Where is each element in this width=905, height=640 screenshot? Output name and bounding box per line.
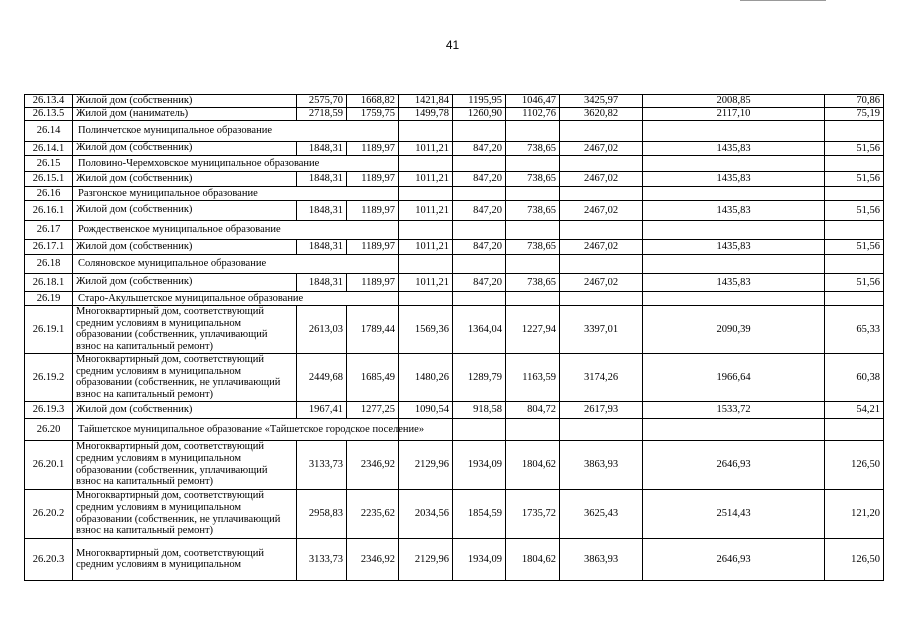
value-cell-5: 1227,94: [506, 305, 560, 353]
page-number: 41: [445, 38, 460, 52]
row-number: 26.18: [25, 254, 73, 273]
empty-cell: [399, 155, 453, 171]
housing-type: Жилой дом (наниматель): [73, 107, 297, 120]
value-cell-4: 847,20: [453, 239, 506, 254]
value-cell-6: 2467,02: [560, 141, 643, 155]
value-cell-4: 1934,09: [453, 538, 506, 580]
empty-cell: [399, 254, 453, 273]
municipality-row: [25, 155, 884, 171]
value-cell-6: 3620,82: [560, 107, 643, 120]
value-cell-7: 1533,72: [643, 401, 825, 418]
value-cell-7: 2090,39: [643, 305, 825, 353]
value-cell-1: 2575,70: [297, 95, 347, 108]
value-cell-5: 1102,76: [506, 107, 560, 120]
row-number: 26.13.5: [25, 107, 73, 120]
housing-type: Многоквартирный дом, соответствующий средним условиям в муниципальном образовании (собственник, уплачивающий взнос на капитальный ремонт): [73, 440, 297, 489]
empty-cell: [506, 120, 560, 141]
empty-cell: [643, 220, 825, 239]
row-number: 26.15: [25, 155, 73, 171]
tariff-table: [24, 94, 884, 581]
value-cell-6: 3863,93: [560, 538, 643, 580]
value-cell-2: 2346,92: [347, 538, 399, 580]
empty-cell: [347, 186, 399, 200]
municipality-row: [25, 120, 884, 141]
empty-cell: [453, 254, 506, 273]
empty-cell: [347, 120, 399, 141]
empty-cell: [399, 220, 453, 239]
empty-cell: [825, 155, 884, 171]
value-cell-4: 847,20: [453, 273, 506, 291]
municipality-name: Половино-Черемховское муниципальное образование: [73, 155, 347, 171]
empty-cell: [560, 186, 643, 200]
value-cell-4: 1934,09: [453, 440, 506, 489]
value-cell-3: 1480,26: [399, 353, 453, 401]
value-cell-4: 1854,59: [453, 489, 506, 538]
table-row: [25, 489, 884, 538]
value-cell-2: 1759,75: [347, 107, 399, 120]
value-cell-2: 1189,97: [347, 200, 399, 220]
value-cell-8: 51,56: [825, 171, 884, 186]
empty-cell: [506, 418, 560, 440]
value-cell-8: 75,19: [825, 107, 884, 120]
table-row: [25, 353, 884, 401]
table-row: [25, 107, 884, 120]
value-cell-5: 738,65: [506, 141, 560, 155]
municipality-row: [25, 291, 884, 305]
housing-type: Жилой дом (собственник): [73, 239, 297, 254]
empty-cell: [399, 120, 453, 141]
value-cell-5: 738,65: [506, 273, 560, 291]
empty-cell: [506, 291, 560, 305]
empty-cell: [506, 155, 560, 171]
housing-type: Жилой дом (собственник): [73, 95, 297, 108]
empty-cell: [560, 254, 643, 273]
empty-cell: [643, 186, 825, 200]
table-body: [25, 95, 884, 581]
row-number: 26.16.1: [25, 200, 73, 220]
value-cell-4: 918,58: [453, 401, 506, 418]
table-row: [25, 171, 884, 186]
value-cell-8: 126,50: [825, 440, 884, 489]
value-cell-6: 3397,01: [560, 305, 643, 353]
value-cell-5: 1046,47: [506, 95, 560, 108]
table-row: [25, 538, 884, 580]
value-cell-5: 738,65: [506, 171, 560, 186]
value-cell-2: 1789,44: [347, 305, 399, 353]
value-cell-8: 51,56: [825, 141, 884, 155]
value-cell-3: 1569,36: [399, 305, 453, 353]
empty-cell: [453, 120, 506, 141]
value-cell-3: 2129,96: [399, 538, 453, 580]
value-cell-1: 2449,68: [297, 353, 347, 401]
value-cell-6: 3625,43: [560, 489, 643, 538]
row-number: 26.20.1: [25, 440, 73, 489]
value-cell-3: 2129,96: [399, 440, 453, 489]
empty-cell: [560, 291, 643, 305]
table-row: [25, 273, 884, 291]
row-number: 26.14.1: [25, 141, 73, 155]
value-cell-3: 1011,21: [399, 171, 453, 186]
empty-cell: [453, 155, 506, 171]
value-cell-7: 2117,10: [643, 107, 825, 120]
municipality-name: Рождественское муниципальное образование: [73, 220, 347, 239]
value-cell-5: 1735,72: [506, 489, 560, 538]
value-cell-8: 126,50: [825, 538, 884, 580]
value-cell-3: 1011,21: [399, 239, 453, 254]
empty-cell: [453, 291, 506, 305]
value-cell-1: 1848,31: [297, 273, 347, 291]
value-cell-7: 1435,83: [643, 273, 825, 291]
municipality-name: Полинчетское муниципальное образование: [73, 120, 347, 141]
municipality-row: [25, 220, 884, 239]
housing-type: Многоквартирный дом, соответствующий средним условиям в муниципальном образовании (собственник, не уплачивающий взнос на капитальный ремонт): [73, 489, 297, 538]
housing-type: Жилой дом (собственник): [73, 200, 297, 220]
table-row: [25, 401, 884, 418]
value-cell-2: 2346,92: [347, 440, 399, 489]
value-cell-1: 1848,31: [297, 200, 347, 220]
table-row: [25, 440, 884, 489]
value-cell-8: 121,20: [825, 489, 884, 538]
empty-cell: [453, 186, 506, 200]
value-cell-3: 1011,21: [399, 273, 453, 291]
value-cell-2: 1189,97: [347, 273, 399, 291]
empty-cell: [560, 418, 643, 440]
value-cell-4: 847,20: [453, 171, 506, 186]
row-number: 26.13.4: [25, 95, 73, 108]
value-cell-7: 1435,83: [643, 239, 825, 254]
value-cell-3: 1090,54: [399, 401, 453, 418]
municipality-row: [25, 418, 884, 440]
municipality-row: [25, 254, 884, 273]
value-cell-1: 2613,03: [297, 305, 347, 353]
value-cell-1: 2718,59: [297, 107, 347, 120]
value-cell-6: 2467,02: [560, 200, 643, 220]
value-cell-1: 1848,31: [297, 141, 347, 155]
value-cell-5: 738,65: [506, 200, 560, 220]
value-cell-4: 1260,90: [453, 107, 506, 120]
row-number: 26.16: [25, 186, 73, 200]
empty-cell: [560, 120, 643, 141]
value-cell-3: 1421,84: [399, 95, 453, 108]
row-number: 26.20.2: [25, 489, 73, 538]
value-cell-6: 3174,26: [560, 353, 643, 401]
empty-cell: [825, 220, 884, 239]
value-cell-2: 2235,62: [347, 489, 399, 538]
value-cell-3: 1011,21: [399, 141, 453, 155]
empty-cell: [560, 155, 643, 171]
empty-cell: [506, 220, 560, 239]
value-cell-7: 1435,83: [643, 141, 825, 155]
empty-cell: [643, 418, 825, 440]
municipality-name: Старо-Акульшетское муниципальное образование: [73, 291, 347, 305]
value-cell-6: 2467,02: [560, 239, 643, 254]
empty-cell: [643, 155, 825, 171]
value-cell-6: 3425,97: [560, 95, 643, 108]
housing-type: Жилой дом (собственник): [73, 401, 297, 418]
value-cell-5: 1804,62: [506, 538, 560, 580]
value-cell-2: 1277,25: [347, 401, 399, 418]
table-row: [25, 95, 884, 108]
table-row: [25, 239, 884, 254]
row-number: 26.19.1: [25, 305, 73, 353]
empty-cell: [825, 186, 884, 200]
empty-cell: [347, 155, 399, 171]
empty-cell: [347, 220, 399, 239]
value-cell-8: 70,86: [825, 95, 884, 108]
housing-type: Многоквартирный дом, соответствующий средним условиям в муниципальном: [73, 538, 297, 580]
empty-cell: [825, 254, 884, 273]
value-cell-8: 65,33: [825, 305, 884, 353]
table-row: [25, 141, 884, 155]
housing-type: Многоквартирный дом, соответствующий средним условиям в муниципальном образовании (собственник, не уплачивающий взнос на капитальный ремонт): [73, 353, 297, 401]
value-cell-8: 51,56: [825, 239, 884, 254]
municipality-name: Тайшетское муниципальное образование «Тайшетское городское поселение»: [73, 418, 347, 440]
top-edge-mark: [740, 0, 826, 3]
value-cell-3: 2034,56: [399, 489, 453, 538]
municipality-name: Соляновское муниципальное образование: [73, 254, 347, 273]
table-row: [25, 305, 884, 353]
value-cell-7: 1435,83: [643, 171, 825, 186]
empty-cell: [347, 254, 399, 273]
value-cell-7: 2646,93: [643, 538, 825, 580]
empty-cell: [643, 254, 825, 273]
value-cell-6: 2467,02: [560, 273, 643, 291]
value-cell-2: 1189,97: [347, 141, 399, 155]
value-cell-1: 2958,83: [297, 489, 347, 538]
value-cell-5: 1163,59: [506, 353, 560, 401]
row-number: 26.20: [25, 418, 73, 440]
empty-cell: [560, 220, 643, 239]
value-cell-7: 2646,93: [643, 440, 825, 489]
empty-cell: [825, 418, 884, 440]
value-cell-7: 2008,85: [643, 95, 825, 108]
value-cell-2: 1189,97: [347, 171, 399, 186]
table-row: [25, 200, 884, 220]
value-cell-3: 1499,78: [399, 107, 453, 120]
value-cell-4: 847,20: [453, 200, 506, 220]
municipality-row: [25, 186, 884, 200]
housing-type: Жилой дом (собственник): [73, 171, 297, 186]
empty-cell: [643, 120, 825, 141]
value-cell-7: 1966,64: [643, 353, 825, 401]
value-cell-8: 51,56: [825, 273, 884, 291]
value-cell-4: 1195,95: [453, 95, 506, 108]
value-cell-7: 2514,43: [643, 489, 825, 538]
row-number: 26.19.3: [25, 401, 73, 418]
value-cell-5: 738,65: [506, 239, 560, 254]
value-cell-4: 847,20: [453, 141, 506, 155]
empty-cell: [506, 254, 560, 273]
value-cell-5: 804,72: [506, 401, 560, 418]
value-cell-8: 54,21: [825, 401, 884, 418]
empty-cell: [399, 186, 453, 200]
value-cell-3: 1011,21: [399, 200, 453, 220]
row-number: 26.18.1: [25, 273, 73, 291]
value-cell-1: 1848,31: [297, 239, 347, 254]
row-number: 26.19.2: [25, 353, 73, 401]
row-number: 26.17: [25, 220, 73, 239]
row-number: 26.14: [25, 120, 73, 141]
tariff-table-container: [24, 94, 883, 581]
value-cell-6: 3863,93: [560, 440, 643, 489]
value-cell-6: 2617,93: [560, 401, 643, 418]
value-cell-1: 3133,73: [297, 538, 347, 580]
housing-type: Жилой дом (собственник): [73, 141, 297, 155]
row-number: 26.19: [25, 291, 73, 305]
housing-type: Жилой дом (собственник): [73, 273, 297, 291]
value-cell-1: 3133,73: [297, 440, 347, 489]
value-cell-2: 1685,49: [347, 353, 399, 401]
value-cell-8: 51,56: [825, 200, 884, 220]
value-cell-7: 1435,83: [643, 200, 825, 220]
empty-cell: [643, 291, 825, 305]
value-cell-4: 1364,04: [453, 305, 506, 353]
empty-cell: [453, 220, 506, 239]
empty-cell: [399, 291, 453, 305]
empty-cell: [825, 120, 884, 141]
municipality-name: Разгонское муниципальное образование: [73, 186, 347, 200]
value-cell-2: 1668,82: [347, 95, 399, 108]
row-number: 26.17.1: [25, 239, 73, 254]
row-number: 26.20.3: [25, 538, 73, 580]
empty-cell: [825, 291, 884, 305]
row-number: 26.15.1: [25, 171, 73, 186]
empty-cell: [453, 418, 506, 440]
value-cell-6: 2467,02: [560, 171, 643, 186]
value-cell-4: 1289,79: [453, 353, 506, 401]
value-cell-5: 1804,62: [506, 440, 560, 489]
value-cell-1: 1967,41: [297, 401, 347, 418]
value-cell-1: 1848,31: [297, 171, 347, 186]
empty-cell: [506, 186, 560, 200]
housing-type: Многоквартирный дом, соответствующий средним условиям в муниципальном образовании (собственник, уплачивающий взнос на капитальный ремонт): [73, 305, 297, 353]
value-cell-8: 60,38: [825, 353, 884, 401]
empty-cell: [347, 291, 399, 305]
value-cell-2: 1189,97: [347, 239, 399, 254]
